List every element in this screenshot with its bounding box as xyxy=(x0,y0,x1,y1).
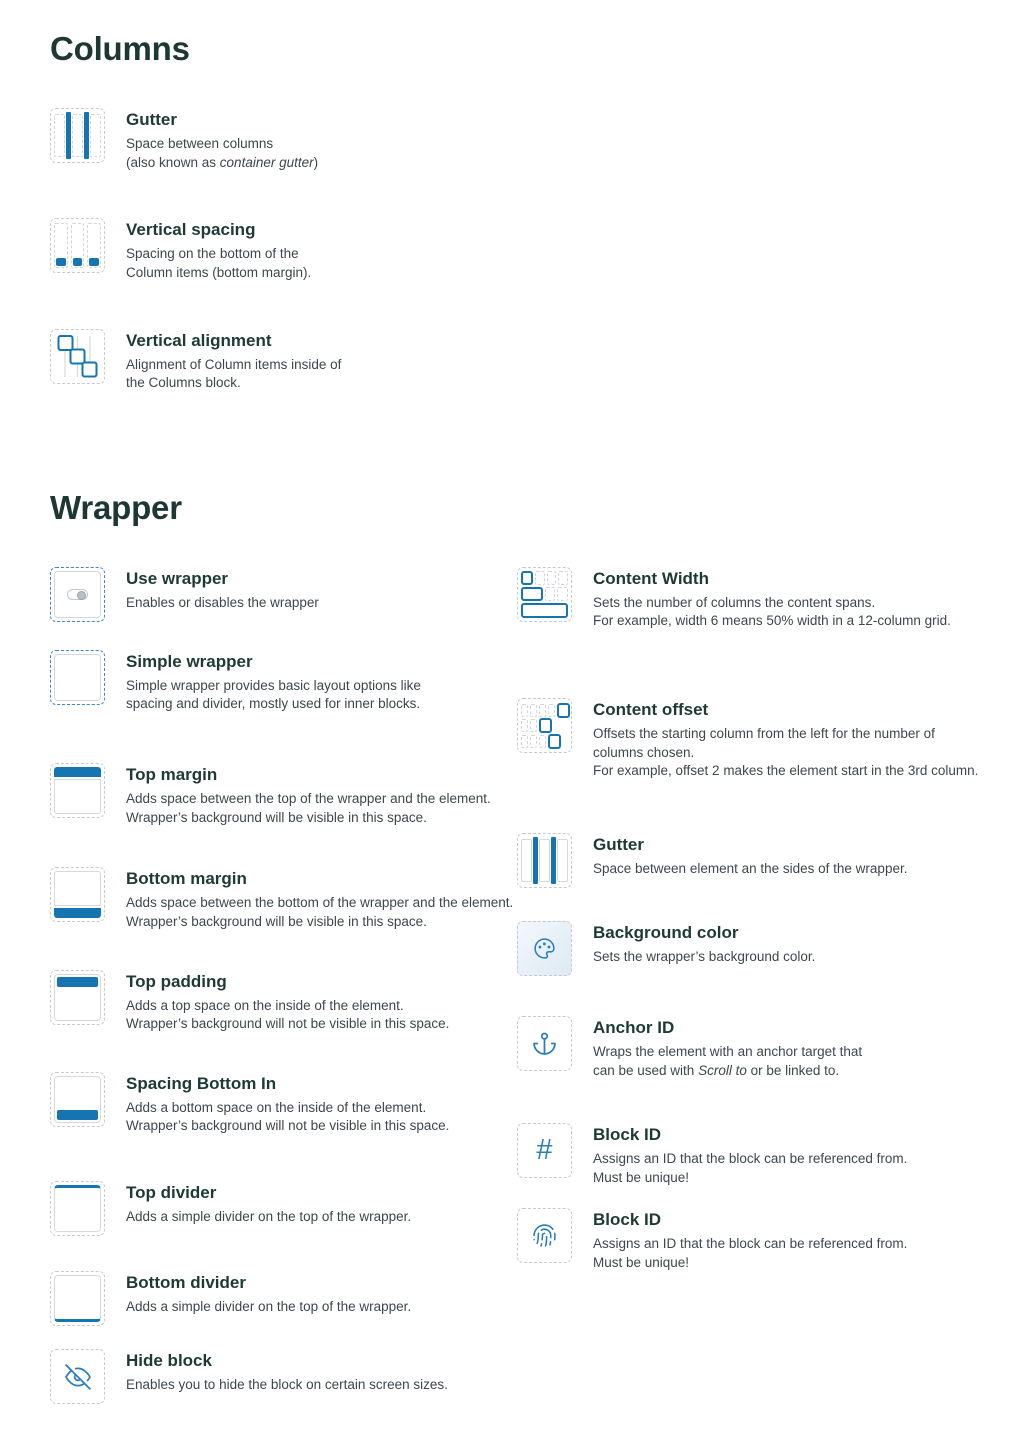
feature-block-id-fingerprint xyxy=(517,1208,983,1272)
feature-desc: Spacing on the bottom of the Column items (bottom margin). xyxy=(126,246,312,280)
feature-desc: Assigns an ID that the block can be referenced from. Must be unique! xyxy=(593,1236,908,1270)
feature-title: Top divider xyxy=(126,1183,217,1202)
vertical-alignment-icon xyxy=(50,329,105,384)
feature-title: Top margin xyxy=(126,765,218,784)
feature-desc: Adds a simple divider on the top of the wrapper. xyxy=(126,1299,412,1314)
feature-title: Vertical spacing xyxy=(126,220,256,240)
top-margin-icon xyxy=(50,763,105,818)
feature-vertical-spacing xyxy=(50,218,983,282)
feature-title: Block ID xyxy=(593,1210,662,1230)
feature-title: Gutter xyxy=(593,834,644,854)
feature-desc: Space between element an the sides of the wrapper. xyxy=(593,860,908,876)
feature-title: Content Width xyxy=(593,568,709,588)
feature-desc: Alignment of Column items inside of the Columns block. xyxy=(126,356,342,391)
feature-top-divider xyxy=(50,1181,517,1236)
feature-desc: Wraps the element with an anchor target that can be used with Scroll to or be linked to. xyxy=(593,1043,863,1078)
feature-use-wrapper xyxy=(50,567,517,622)
feature-title: Block ID xyxy=(593,1125,662,1145)
feature-title: Vertical alignment xyxy=(126,330,272,350)
anchor-icon xyxy=(532,1031,557,1056)
feature-wrapper-gutter xyxy=(517,833,983,888)
fingerprint-icon xyxy=(532,1223,557,1248)
vertical-spacing-icon xyxy=(50,218,105,273)
feature-title: Bottom divider xyxy=(126,1273,246,1292)
simple-wrapper-icon xyxy=(50,650,105,705)
feature-anchor-id xyxy=(517,1016,983,1080)
background-color-icon xyxy=(517,921,572,976)
feature-desc: Adds space between the bottom of the wrapper and the element. Wrapper’s background will be visible in this space. xyxy=(126,895,514,929)
wrapper-section-title: Wrapper xyxy=(50,488,182,526)
feature-desc: Assigns an ID that the block can be referenced from. Must be unique! xyxy=(593,1151,908,1185)
block-id-fingerprint-icon xyxy=(517,1208,572,1263)
feature-desc: Offsets the starting column from the left for the number of columns chosen. For example, offset 2 makes the element start in the 3rd column. xyxy=(593,726,979,779)
palette-icon xyxy=(532,936,557,961)
hash-icon: # xyxy=(536,1134,553,1167)
feature-title: Spacing Bottom In xyxy=(126,1073,277,1093)
spacing-bottom-in-icon xyxy=(50,1072,105,1127)
feature-desc: Sets the wrapper’s background color. xyxy=(593,948,816,964)
wrapper-gutter-icon xyxy=(517,833,572,888)
toggle-icon xyxy=(67,589,88,600)
feature-simple-wrapper xyxy=(50,650,517,714)
bottom-margin-icon xyxy=(50,867,105,922)
feature-desc: Simple wrapper provides basic layout options like spacing and divider, mostly used for inner blocks. xyxy=(126,677,421,712)
feature-title: Simple wrapper xyxy=(126,651,253,671)
feature-hide-block xyxy=(50,1349,517,1404)
feature-desc: Adds a simple divider on the top of the wrapper. xyxy=(126,1209,412,1224)
columns-feature-list xyxy=(50,108,983,393)
top-divider-icon xyxy=(50,1181,105,1236)
feature-desc: Sets the number of columns the content spans. For example, width 6 means 50% width in a 12-column grid. xyxy=(593,594,951,629)
feature-gutter xyxy=(50,108,983,172)
feature-desc: Adds a top space on the inside of the element. Wrapper’s background will not be visible in this space. xyxy=(126,997,450,1032)
feature-desc: Adds space between the top of the wrapper and the element. Wrapper’s background will be visible in this space. xyxy=(126,791,491,825)
gutter-icon xyxy=(50,108,105,163)
feature-top-padding xyxy=(50,970,517,1034)
feature-block-id-hash xyxy=(517,1123,983,1187)
feature-title: Anchor ID xyxy=(593,1017,675,1037)
feature-title: Hide block xyxy=(126,1351,212,1370)
feature-title: Bottom margin xyxy=(126,869,247,889)
wrapper-left-column xyxy=(50,567,517,1404)
feature-spacing-bottom-in xyxy=(50,1072,517,1136)
wrapper-right-column xyxy=(517,567,983,1273)
eye-off-icon xyxy=(65,1364,91,1390)
feature-desc: Adds a bottom space on the inside of the element. Wrapper’s background will not be visible in this space. xyxy=(126,1099,450,1134)
hide-block-icon xyxy=(50,1349,105,1404)
content-offset-icon xyxy=(517,698,572,753)
top-padding-icon xyxy=(50,970,105,1025)
feature-bottom-divider xyxy=(50,1271,517,1326)
wrapper-feature-grid xyxy=(50,567,983,1404)
feature-content-offset xyxy=(517,698,983,781)
feature-title: Top padding xyxy=(126,971,227,991)
use-wrapper-icon xyxy=(50,567,105,622)
feature-bottom-margin xyxy=(50,867,517,931)
feature-desc: Enables or disables the wrapper xyxy=(126,594,319,610)
feature-title: Use wrapper xyxy=(126,568,229,588)
feature-title: Content offset xyxy=(593,700,709,719)
anchor-id-icon xyxy=(517,1016,572,1071)
feature-vertical-alignment xyxy=(50,329,983,393)
feature-desc: Space between columns (also known as container gutter) xyxy=(126,136,319,170)
feature-top-margin xyxy=(50,763,517,827)
bottom-divider-icon xyxy=(50,1271,105,1326)
feature-title: Gutter xyxy=(126,110,177,129)
feature-title: Background color xyxy=(593,922,739,942)
feature-background-color xyxy=(517,921,983,976)
columns-section-title: Columns xyxy=(50,30,190,67)
feature-content-width xyxy=(517,567,983,631)
feature-desc: Enables you to hide the block on certain screen sizes. xyxy=(126,1377,448,1392)
block-id-hash-icon xyxy=(517,1123,572,1178)
content-width-icon xyxy=(517,567,572,622)
